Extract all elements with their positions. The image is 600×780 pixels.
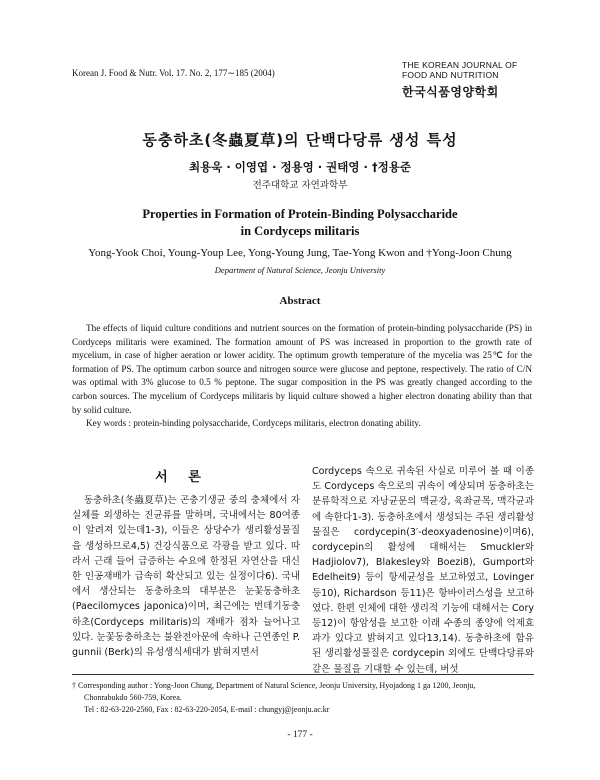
affiliation-korean: 전주대학교 자연과학부 (252, 180, 348, 191)
authors-english: Yong-Yook Choi, Young-Youp Lee, Yong-Young Jung, Tae-Yong Kwon and †Yong-Joon Chung (88, 247, 512, 259)
footnote-line3: Tel : 82-63-220-2560, Fax : 82-63-220-2054, E-mail : chungyj@jeonju.ac.kr (84, 704, 330, 714)
keywords: Key words : protein-binding polysaccharide, Cordyceps militaris, electron donating ability. (86, 418, 421, 428)
abstract-text: The effects of liquid culture conditions and nutrient sources on the formation of protein-binding polysaccharide (PS) in Cordyceps militaris were examined. The formation amount of PS was increased in proportion to the growth rate of mycelium, in case of higher aeration or lower acidity. The optimum growth temperature of the mycelia was 25℃ for the formation of PS. The optimum carbon source and nitrogen source were glucose and peptone, respectively. The ratio of C/N was optimal with 3% glucose to 0.5 % peptone. The sugar composition in the PS was greatly changed according to the carbon sources. The mycelium of Cordyceps militaris by liquid culture showed a higher electron donating ability than that by solid culture. (72, 323, 532, 415)
body-right-column: Cordyceps 속으로 귀속된 사실로 미루어 볼 때 이종도 Cordyceps 속으로의 귀속이 예상되며 동충하초는 분류학적으로 자낭균문의 맥균강, 육좌균목, 맥각균과에 속한다1-3). 동충하초에서 생성되는 주된 생리활성물질은 cordycepin(3′-deoxyadenosine)이며6), cordycepin의 활성에 대해서는 Smuckler와 Hadjiolov7), Blakesley와 Boezi8), Gumport와 Edelheit9) 등이 항세균성을 보고하였고, Lovinger 등10), Richardson 등11)은 항바이러스성을 보고하였다. 한편 인체에 대한 생리적 기능에 대해서는 Cory 등12)이 항암성을 보고한 이래 수종의 종양에 억제효과가 있다고 밝혀지고 있다13,14). 동충하초에 함유된 생리활성물질은 cordycepin 외에도 단백다당류와 같은 물질을 기대할 수 있는데, 버섯 (312, 466, 534, 675)
title-english-line1: Properties in Formation of Protein-Binding Polysaccharide (142, 207, 458, 221)
footnote (72, 680, 534, 715)
journal-name-line2: FOOD AND NUTRITION (402, 70, 499, 80)
section-heading-introduction: 서 론 (155, 470, 209, 485)
footnote-line2: Chonrabukdo 560-759, Korea. (84, 692, 182, 702)
journal-name-line1: THE KOREAN JOURNAL OF (402, 60, 518, 70)
affiliation-english: Department of Natural Science, Jeonju University (214, 265, 386, 275)
title-english (0, 206, 600, 240)
page-number: - 177 - (287, 730, 313, 740)
title-korean: 동충하초(冬蟲夏草)의 단백다당류 생성 특성 (142, 131, 458, 149)
journal-name-block (402, 60, 542, 100)
footnote-divider (72, 674, 534, 675)
footnote-line1: † Corresponding author : Yong-Joon Chung, Department of Natural Science, Jeonju University, Hyojadong 1 ga 1200, Jeonju, (72, 681, 476, 690)
title-english-line2: in Cordyceps militaris (240, 224, 360, 238)
journal-name-korean: 한국식품영양학회 (402, 85, 499, 99)
authors-korean: 최용욱 · 이영엽 · 정용영 · 권태영 · †정용준 (189, 160, 411, 174)
journal-citation: Korean J. Food & Nutr. Vol. 17. No. 2, 177∼185 (2004) (72, 68, 275, 78)
body-left-column: 동충하초(冬蟲夏草)는 곤충기생균 중의 충체에서 자실체를 외생하는 진균류를 말하며, 국내에서는 80여종이 알려져 있는데1-3), 이들은 상당수가 생리활성물질을 생성하므로4,5) 건강식품으로 각광을 받고 있다. 따라서 근래 들어 급증하는 수요에 한정된 자연산을 대신한 인공재배가 급속히 확산되고 있는 실정이다6). 국내에서 생산되는 동충하초의 대부분은 눈꽃동충하초(Paecilomyces japonica)이며, 최근에는 번데기동충하초(Cordyceps militaris)의 재배가 점차 늘어나고 있다. 눈꽃동충하초는 불완전아문에 속하나 근연종인 P. gunnii (Berk)의 유성생식세대가 밝혀지면서 (72, 495, 300, 659)
abstract-heading: Abstract (279, 295, 321, 307)
